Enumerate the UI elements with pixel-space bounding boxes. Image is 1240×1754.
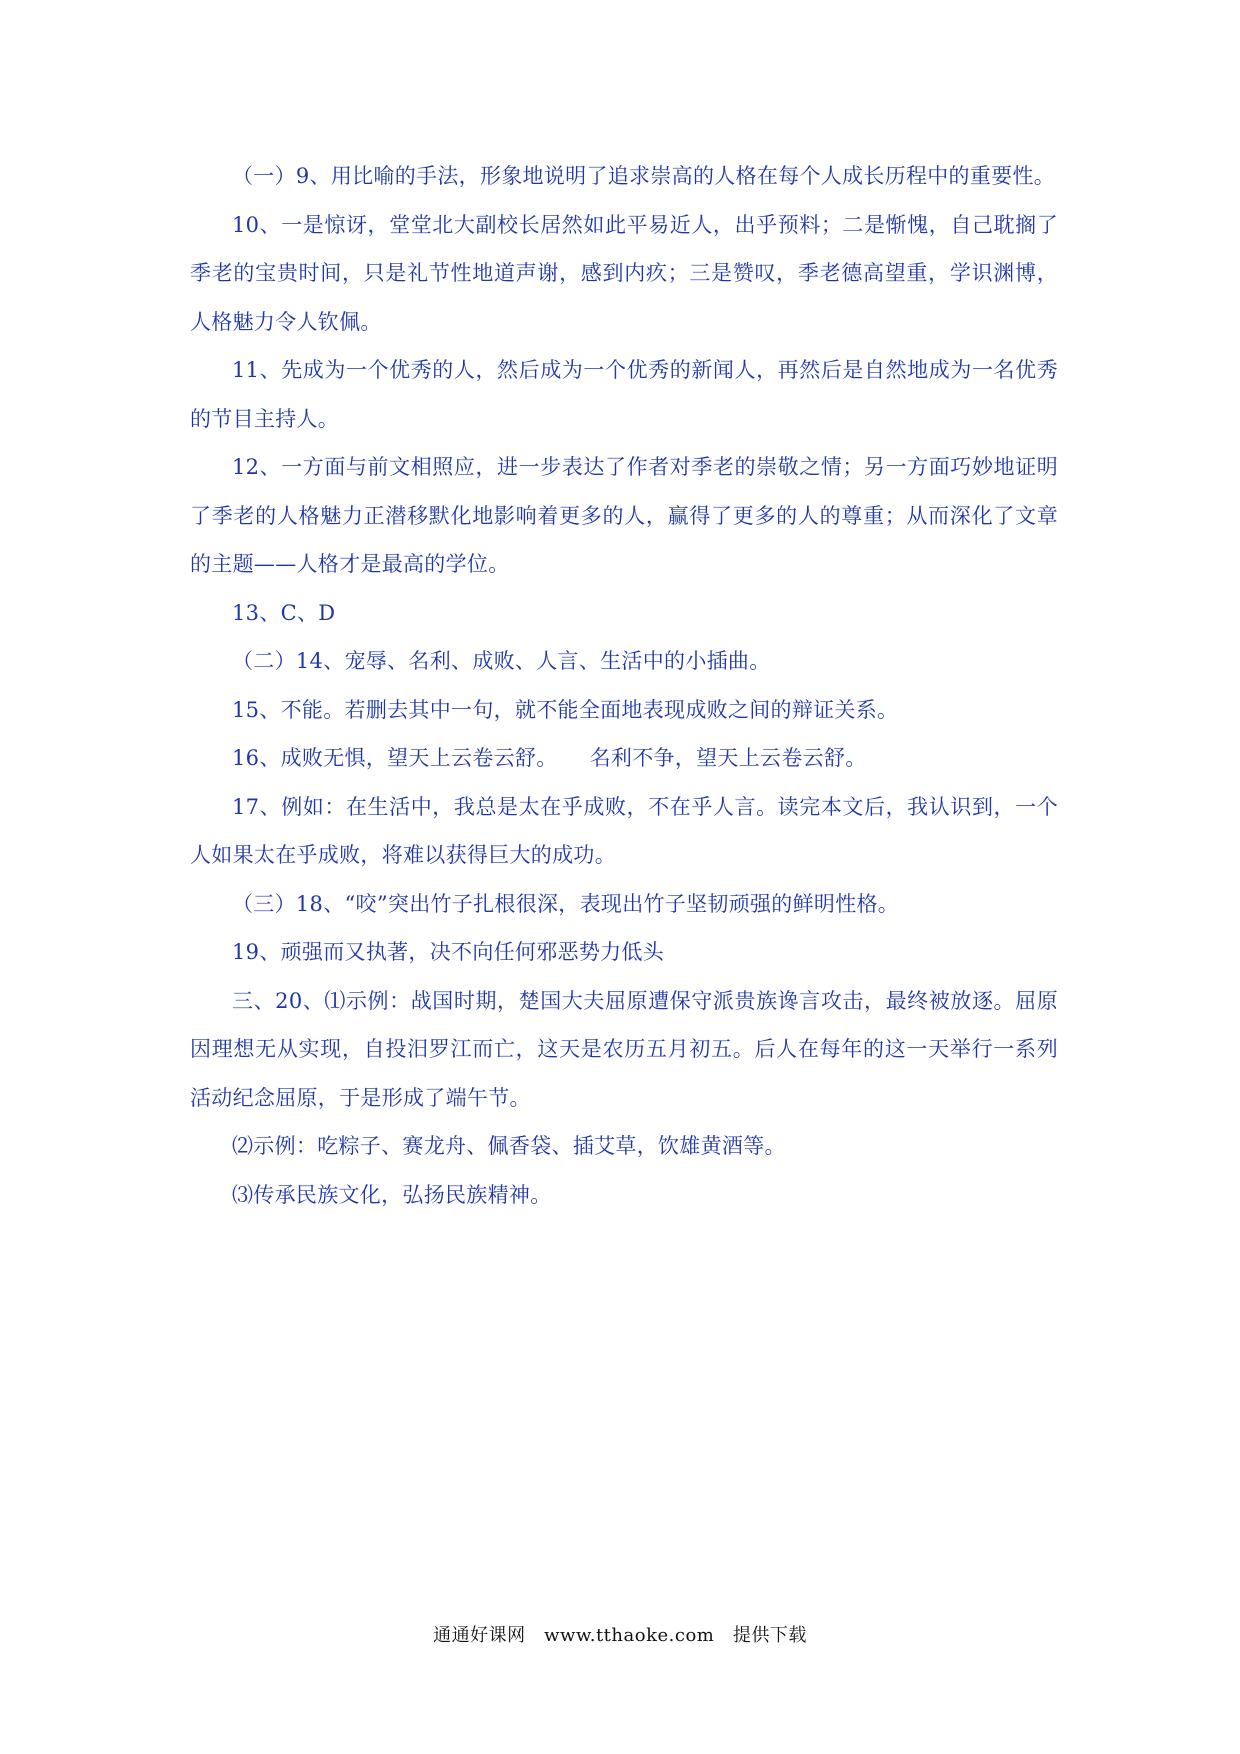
- answer-paragraph: 19、顽强而又执著，决不向任何邪恶势力低头: [232, 940, 665, 964]
- page-footer: 通通好课网 www.tthaoke.com 提供下载: [433, 1625, 807, 1646]
- answer-paragraph: 三、20、⑴示例：战国时期，楚国大夫屈原遭保守派贵族谗言攻击，最终被放逐。屈原因理想无从实现，自投汨罗江而亡，这天是农历五月初五。后人在每年的这一天举行一系列活动纪念屈原，于是形成了端午节。: [190, 988, 1058, 1110]
- answer-paragraph: 12、一方面与前文相照应，进一步表达了作者对季老的崇敬之情；另一方面巧妙地证明了季老的人格魅力正潜移默化地影响着更多的人，赢得了更多的人的尊重；从而深化了文章的主题——人格才是最高的学位。: [190, 455, 1058, 576]
- answer-paragraph: （一）9、用比喻的手法，形象地说明了追求崇高的人格在每个人成长历程中的重要性。: [232, 164, 1056, 188]
- answer-paragraph: （三）18、“咬”突出竹子扎根很深，表现出竹子坚韧顽强的鲜明性格。: [232, 891, 900, 916]
- answer-paragraph: 10、一是惊讶，堂堂北大副校长居然如此平易近人，出乎预料；二是惭愧，自己耽搁了季老的宝贵时间，只是礼节性地道声谢，感到内疚；三是赞叹，季老德高望重，学识渊博，人格魅力令人钦佩。: [190, 212, 1058, 334]
- answer-paragraph: ⑵示例：吃粽子、赛龙舟、佩香袋、插艾草，饮雄黄酒等。: [232, 1134, 786, 1158]
- answer-paragraph: （二）14、宠辱、名利、成败、人言、生活中的小插曲。: [232, 649, 771, 673]
- answer-paragraph: 15、不能。若删去其中一句，就不能全面地表现成败之间的辩证关系。: [232, 697, 899, 722]
- answer-paragraph: 11、先成为一个优秀的人，然后成为一个优秀的新闻人，再然后是自然地成为一名优秀的节目主持人。: [190, 358, 1058, 431]
- answer-content: [190, 152, 1058, 1219]
- answer-paragraph: 17、例如：在生活中，我总是太在乎成败，不在乎人言。读完本文后，我认识到，一个人如果太在乎成败，将难以获得巨大的成功。: [190, 794, 1058, 867]
- answer-paragraph: 16、成败无惧，望天上云卷云舒。 名利不争，望天上云卷云舒。: [232, 746, 867, 770]
- answer-paragraph: 13、C、D: [232, 600, 336, 625]
- answer-paragraph: ⑶传承民族文化，弘扬民族精神。: [232, 1182, 552, 1207]
